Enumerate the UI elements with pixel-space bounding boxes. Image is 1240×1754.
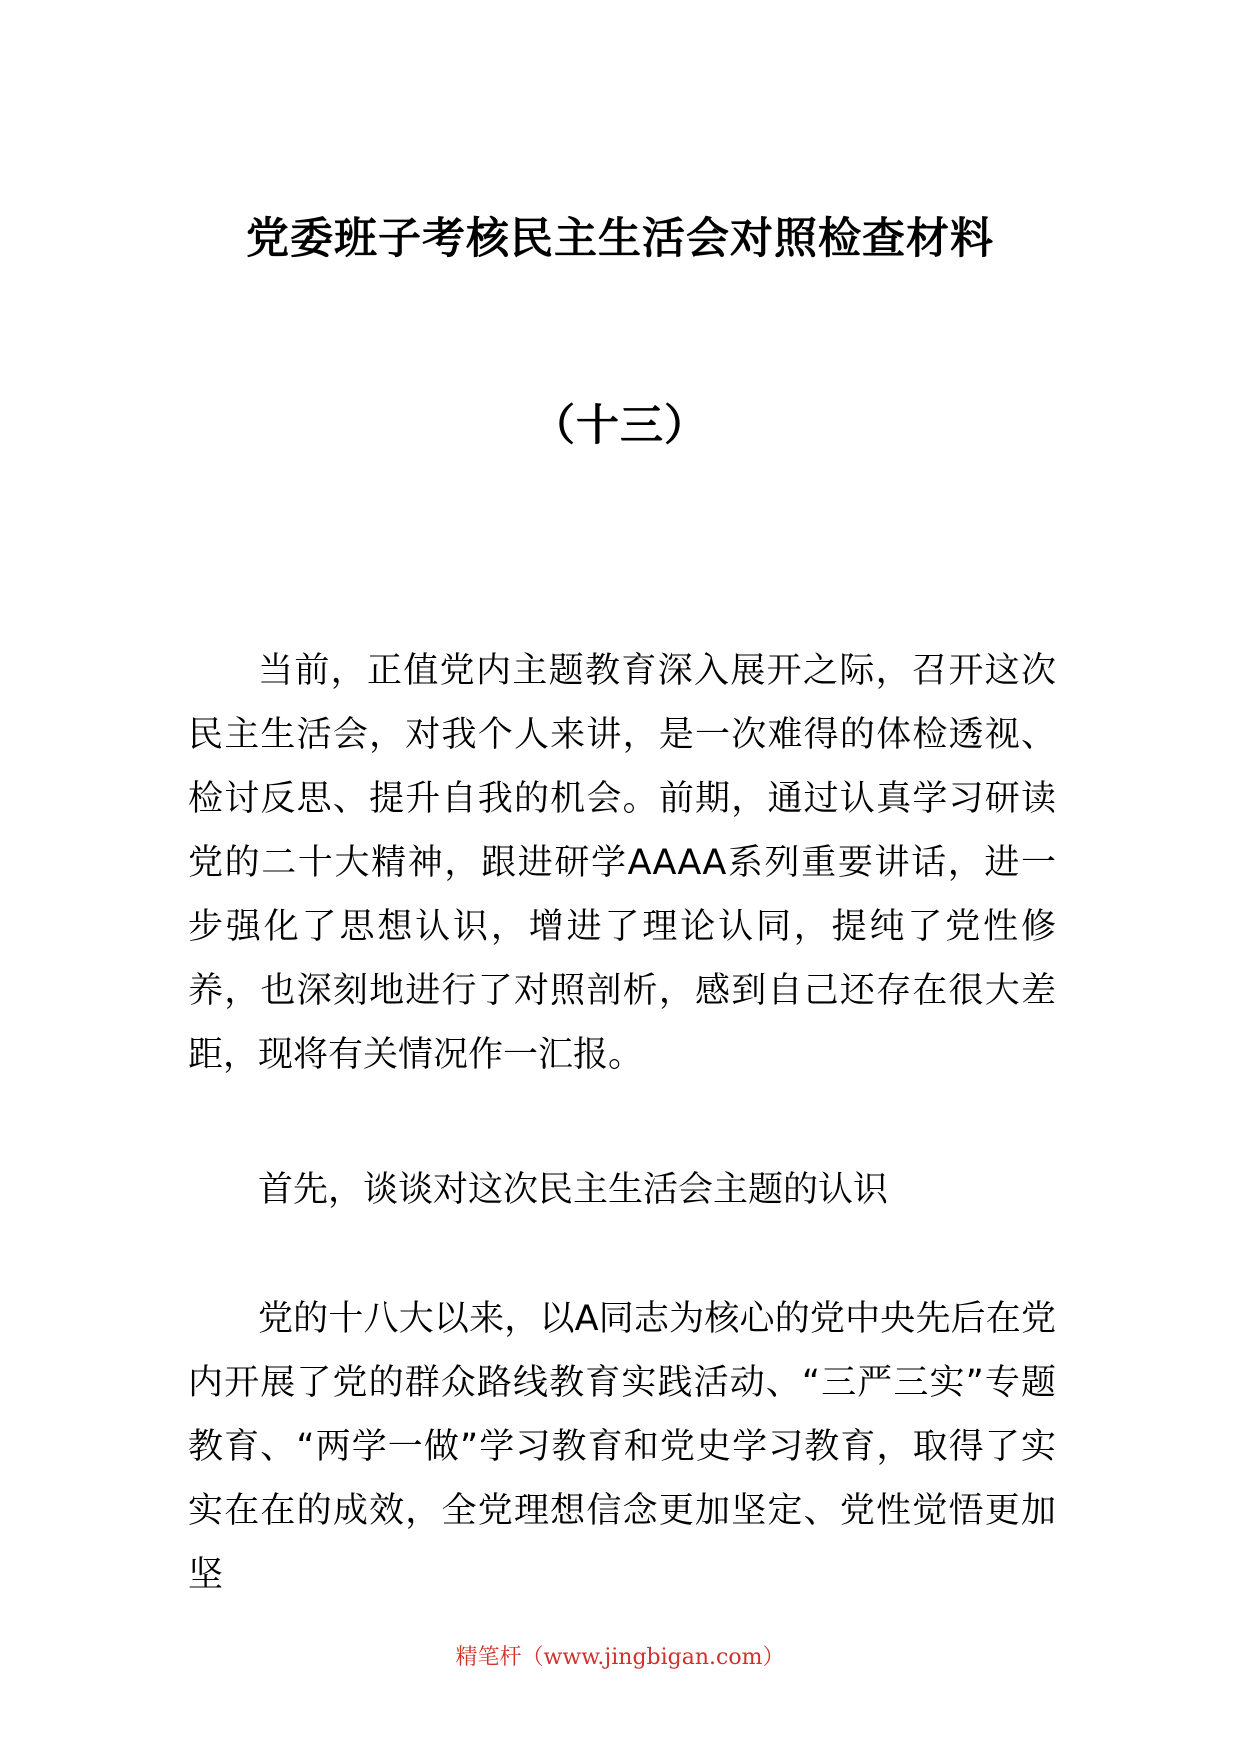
paragraph-intro: 当前，正值党内主题教育深入展开之际，召开这次民主生活会，对我个人来讲，是一次难得的体检透视、检讨反思、提升自我的机会。前期，通过认真学习研读党的二十大精神，跟进研学AAAA系列重要讲话，进一步强化了思想认识，增进了理论认同，提纯了党性修养，也深刻地进行了对照剖析，感到自己还存在很大差距，现将有关情况作一汇报。 — [188, 651, 1056, 1075]
document-subtitle: （十三） — [532, 401, 708, 451]
section-heading: 首先，谈谈对这次民主生活会主题的认识 — [258, 1170, 889, 1210]
footer-watermark: 精笔杆（www.jingbigan.com） — [455, 1645, 785, 1670]
paragraph-body: 党的十八大以来，以A同志为核心的党中央先后在党内开展了党的群众路线教育实践活动、“三严三实”专题教育、“两学一做”学习教育和党史学习教育，取得了实实在在的成效，全党理想信念更加坚定、党性觉悟更加坚 — [188, 1299, 1056, 1595]
document-title: 党委班子考核民主生活会对照检查材料 — [246, 214, 994, 264]
